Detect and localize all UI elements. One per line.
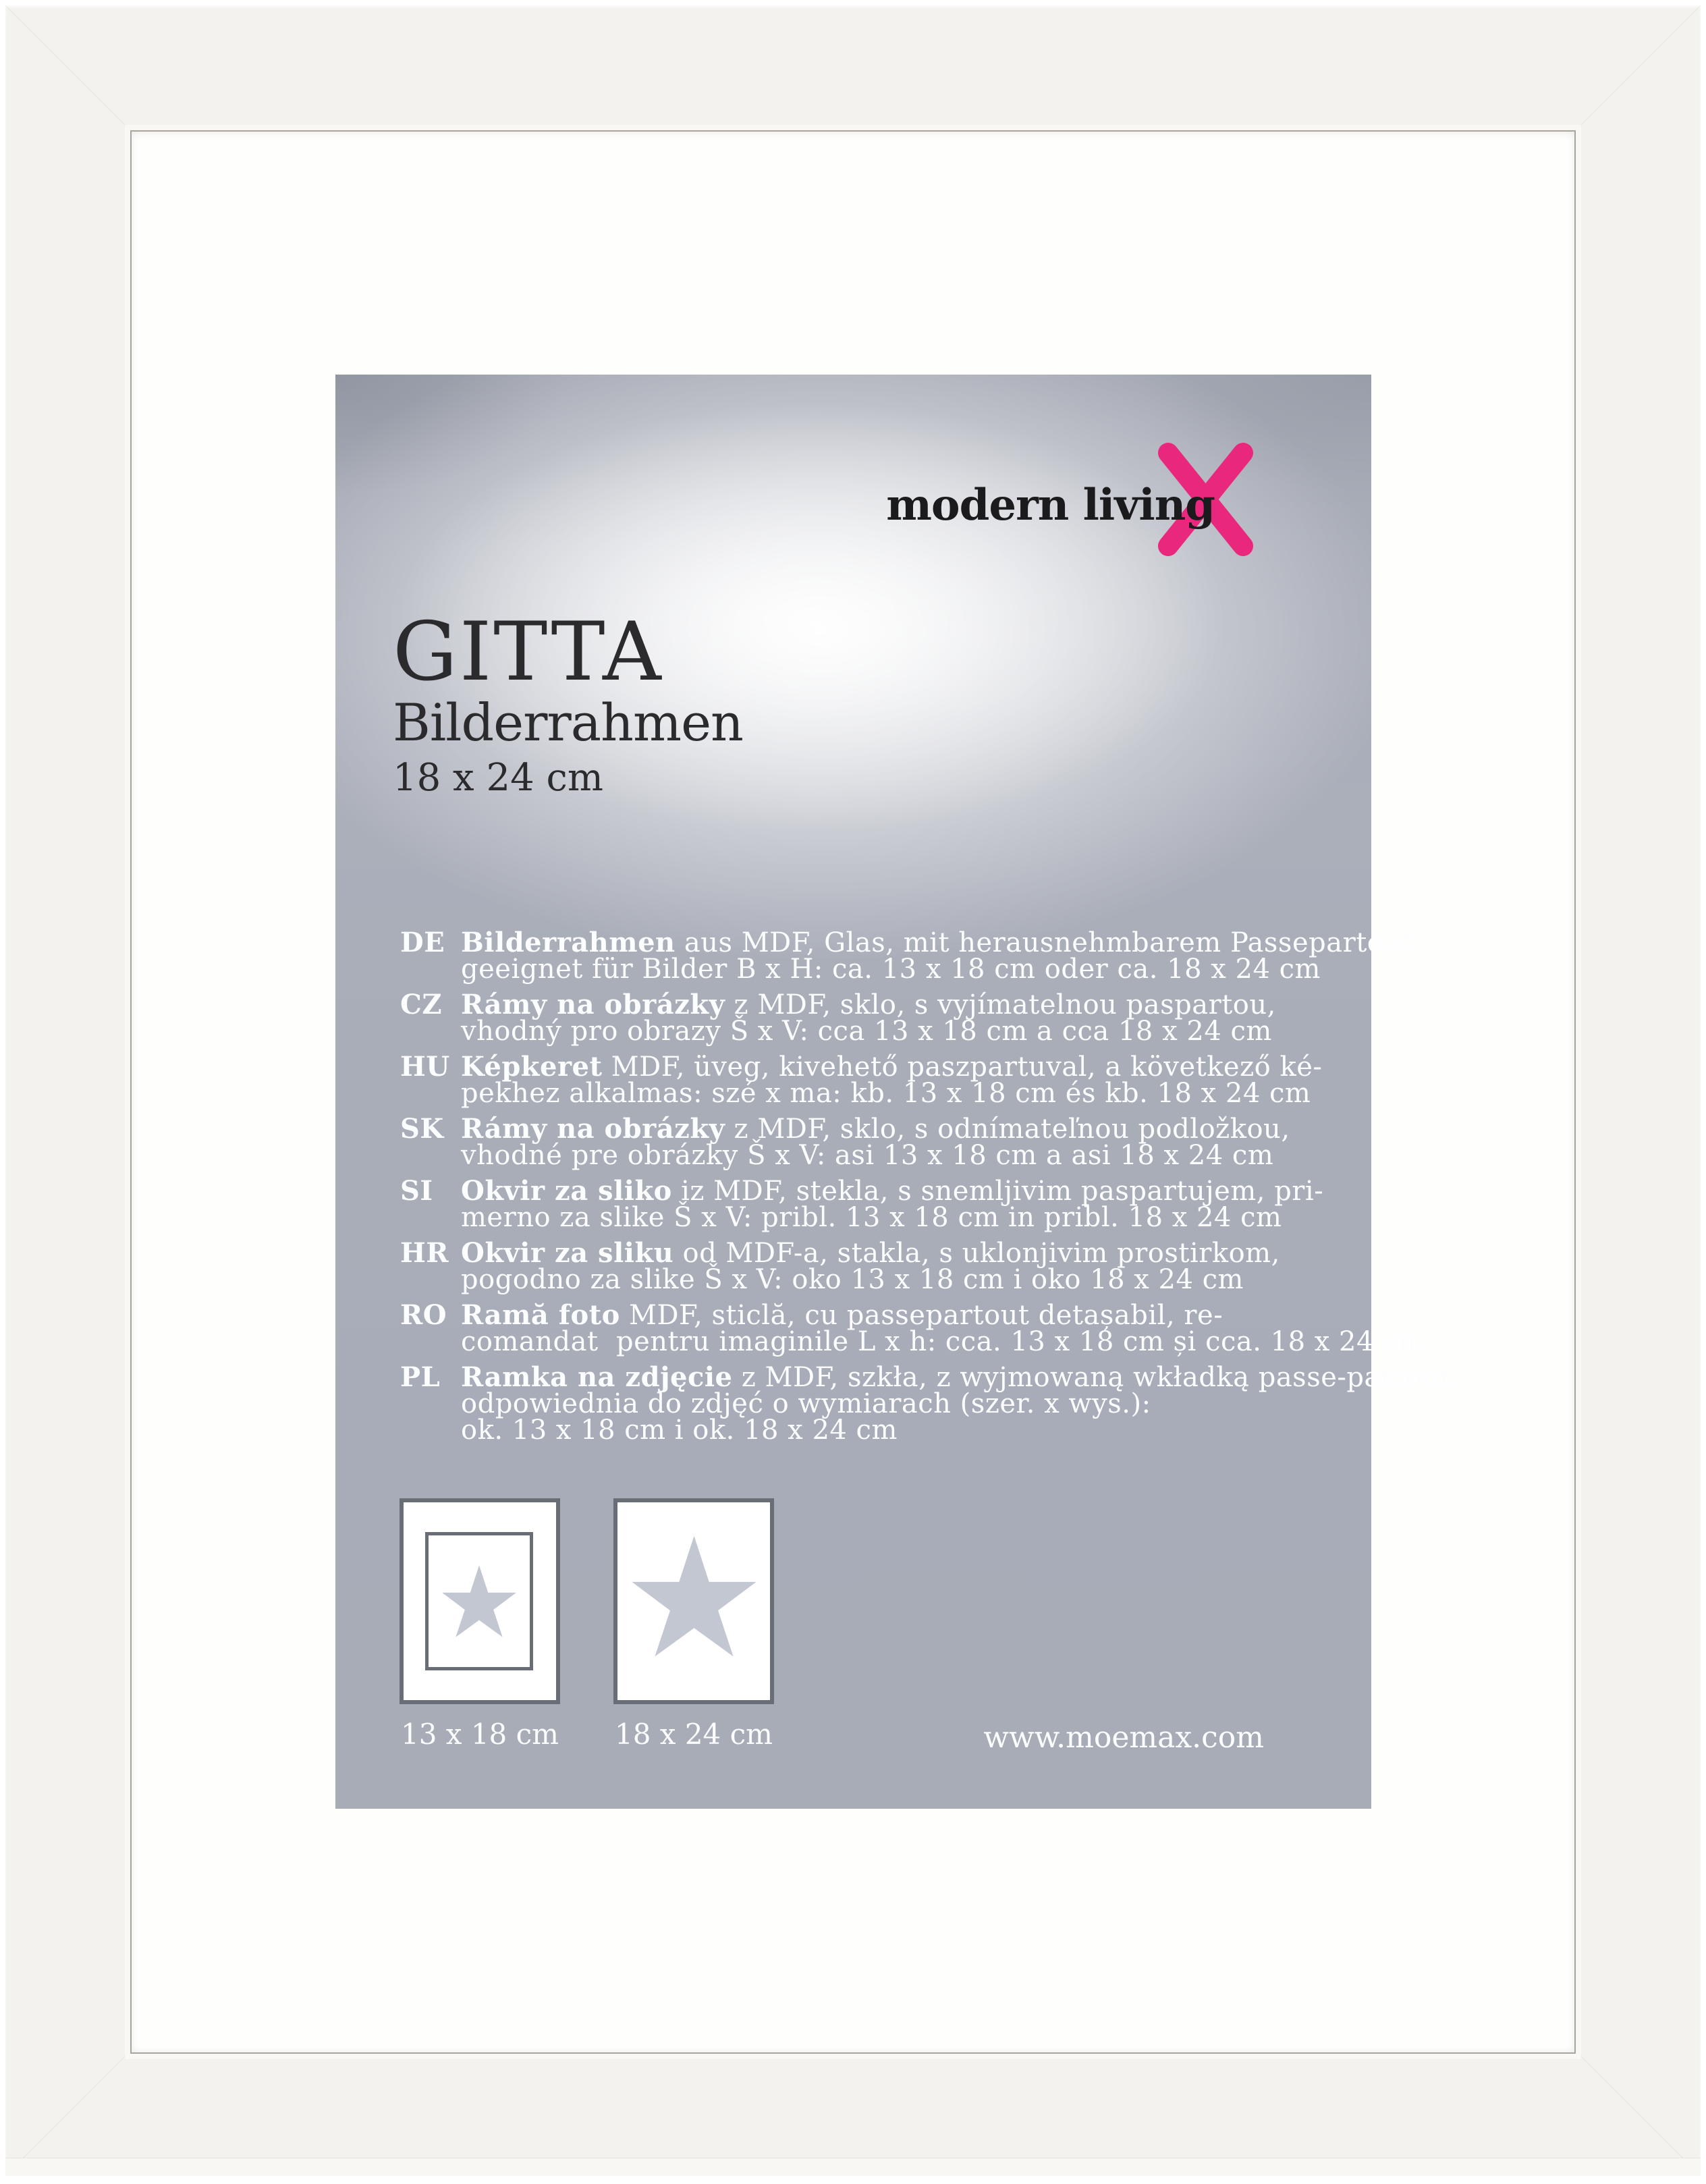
star-icon xyxy=(628,1533,760,1660)
frame-miter-joint-top-left xyxy=(5,5,132,132)
description-line xyxy=(461,1299,1424,1331)
language-code: RO xyxy=(400,1299,447,1331)
description-line: vhodné pre obrázky Š x V: asi 13 x 18 cm a asi 18 x 24 cm xyxy=(461,1140,1274,1171)
product-category: Bilderrahmen xyxy=(393,692,743,753)
language-row-sk xyxy=(400,1113,1460,1171)
language-code: HU xyxy=(400,1051,450,1083)
description-line: comandat pentru imaginile L x h: cca. 13 x 18 cm și cca. 18 x 24 cm xyxy=(461,1326,1425,1357)
insert-sheet xyxy=(335,375,1460,1809)
language-code: SI xyxy=(400,1175,433,1207)
descriptions-list xyxy=(400,929,1460,1452)
description-line xyxy=(461,1113,1290,1145)
frame-miter-joint-bottom-left xyxy=(5,2049,132,2176)
description-rest: z MDF, szkła, z wyjmowaną wkładką passe-partout, xyxy=(732,1362,1460,1393)
description-text xyxy=(461,1361,1460,1446)
language-code: PL xyxy=(400,1361,441,1393)
description-line xyxy=(461,1051,1323,1083)
description-lead: Képkeret xyxy=(461,1051,603,1083)
language-row-si xyxy=(400,1175,1460,1233)
description-rest: aus MDF, Glas, mit herausnehmbarem Passepartout, xyxy=(675,927,1422,958)
language-code: SK xyxy=(400,1113,444,1145)
language-row-hr xyxy=(400,1237,1460,1295)
description-text xyxy=(461,929,1421,983)
description-rest: MDF, üveg, kivehető paszpartuval, a következő ké- xyxy=(602,1052,1323,1083)
frame-miter-joint-top-right xyxy=(1574,5,1701,132)
language-code: DE xyxy=(400,927,445,958)
frame-miter-joint-bottom-right xyxy=(1574,2049,1701,2176)
description-line xyxy=(461,1175,1324,1207)
language-row-pl xyxy=(400,1361,1460,1446)
description-text xyxy=(461,1175,1324,1233)
description-line: odpowiednia do zdjęć o wymiarach (szer. x wys.): xyxy=(461,1388,1151,1419)
size-label-small: 13 x 18 cm xyxy=(401,1718,559,1751)
product-title-block xyxy=(393,605,743,800)
description-text xyxy=(461,1051,1323,1109)
language-code: CZ xyxy=(400,989,443,1020)
description-rest: z MDF, sklo, s odnímateľnou podložkou, xyxy=(725,1114,1290,1145)
product-name: GITTA xyxy=(393,605,663,699)
brand-wordmark: modern living xyxy=(886,480,1215,530)
description-rest: od MDF-a, stakla, s uklonjivim prostirkom, xyxy=(673,1238,1280,1269)
description-lead: Ramka na zdjęcie xyxy=(461,1361,733,1393)
frame-bottom-edge xyxy=(5,2158,1701,2176)
description-text xyxy=(461,991,1276,1045)
website-url: www.moemax.com xyxy=(983,1720,1264,1755)
language-row-ro xyxy=(400,1299,1460,1357)
description-line xyxy=(461,1237,1280,1269)
description-line xyxy=(461,991,1276,1018)
description-rest: MDF, sticlă, cu passepartout detașabil, re- xyxy=(620,1300,1223,1331)
language-row-hu xyxy=(400,1051,1460,1109)
description-lead: Rámy na obrázky xyxy=(461,1113,725,1145)
description-line xyxy=(461,929,1421,956)
language-row-cz xyxy=(400,991,1460,1045)
size-option-small-pictogram xyxy=(400,1498,560,1704)
description-line xyxy=(461,1361,1460,1393)
description-rest: iz MDF, stekla, s snemljivim paspartujem, pri- xyxy=(671,1176,1324,1207)
description-text xyxy=(461,1299,1425,1357)
size-option-large-pictogram xyxy=(613,1498,774,1704)
description-line: pogodno za slike Š x V: oko 13 x 18 cm i oko 18 x 24 cm xyxy=(461,1264,1244,1295)
description-lead: Ramă foto xyxy=(461,1299,620,1331)
mat-opening-pictogram xyxy=(425,1532,533,1670)
description-lead: Okvir za sliko xyxy=(461,1175,672,1207)
product-dimensions: 18 x 24 cm xyxy=(393,756,603,800)
language-row-de xyxy=(400,929,1460,983)
description-line: merno za slike Š x V: pribl. 13 x 18 cm in pribl. 18 x 24 cm xyxy=(461,1202,1282,1233)
description-lead: Rámy na obrázky xyxy=(461,989,725,1020)
description-lead: Bilderrahmen xyxy=(461,927,676,958)
description-text xyxy=(461,1113,1290,1171)
description-line: ok. 13 x 18 cm i ok. 18 x 24 cm xyxy=(461,1415,898,1446)
description-lead: Okvir za sliku xyxy=(461,1237,674,1269)
star-icon xyxy=(440,1564,518,1639)
description-line: pekhez alkalmas: szé x ma: kb. 13 x 18 cm és kb. 18 x 24 cm xyxy=(461,1078,1311,1109)
description-line: vhodný pro obrazy Š x V: cca 13 x 18 cm a cca 18 x 24 cm xyxy=(461,1016,1272,1047)
description-rest: z MDF, sklo, s vyjímatelnou paspartou, xyxy=(725,989,1276,1020)
description-text xyxy=(461,1237,1280,1295)
size-label-large: 18 x 24 cm xyxy=(615,1718,773,1751)
description-line: geeignet für Bilder B x H: ca. 13 x 18 cm oder ca. 18 x 24 cm xyxy=(461,954,1321,985)
language-code: HR xyxy=(400,1237,449,1269)
